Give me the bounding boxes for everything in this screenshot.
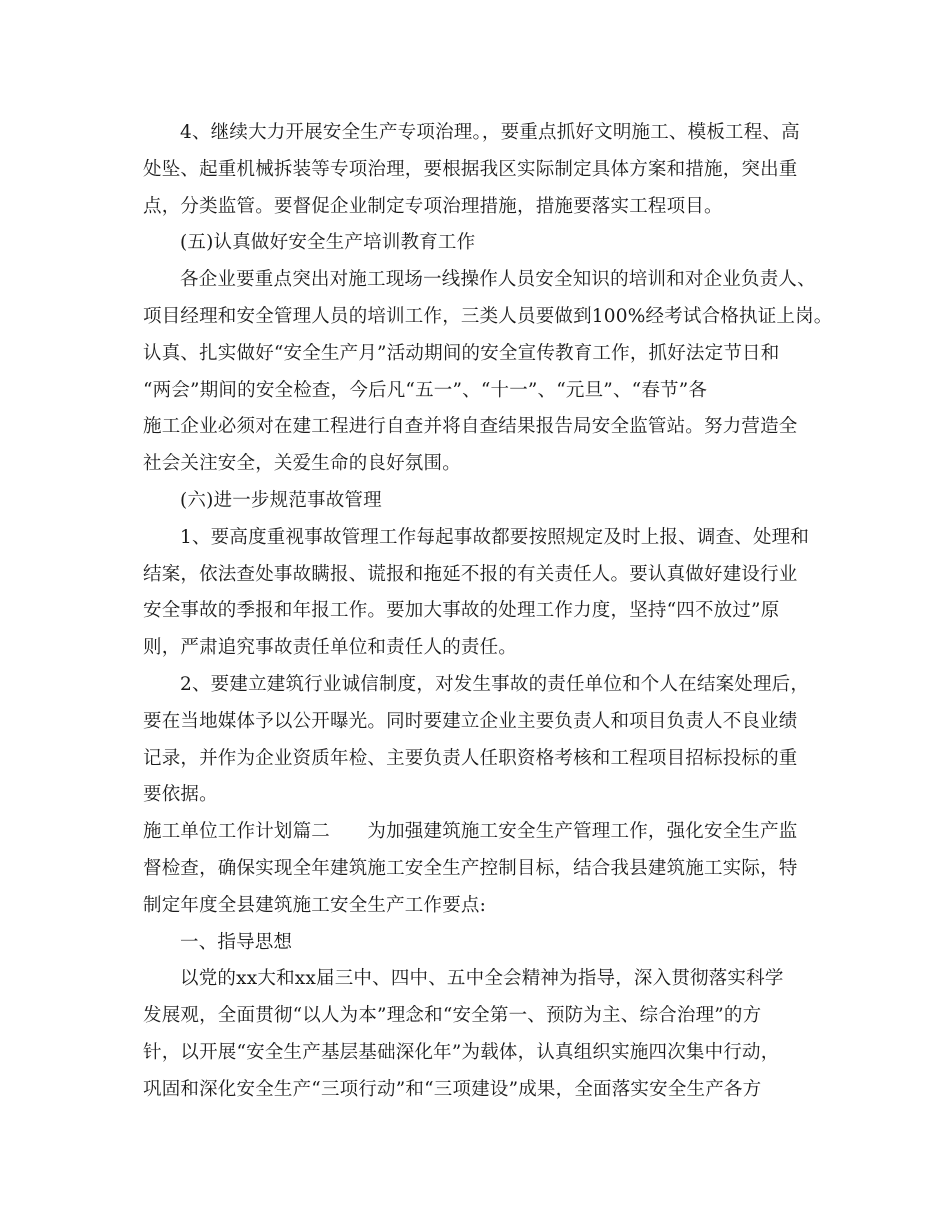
text-line: 各企业要重点突出对施工现场一线操作人员安全知识的培训和对企业负责人、 (180, 269, 816, 291)
text-line: 2、要建立建筑行业诚信制度，对发生事故的责任单位和个人在结案处理后， (180, 673, 810, 695)
text-line: 以党的xx大和xx届三中、四中、五中全会精神为指导，深入贯彻落实科学 (180, 968, 784, 990)
text-line: 巩固和深化安全生产“三项行动”和“三项建设”成果，全面落实安全生产各方 (143, 1078, 762, 1100)
text-line: 发展观，全面贯彻“以人为本”理念和“安全第一、预防为主、综合治理”的方 (143, 1005, 762, 1027)
text-line: 社会关注安全，关爱生命的良好氛围。 (143, 453, 461, 475)
text-line: (五)认真做好安全生产培训教育工作 (180, 232, 476, 254)
document-body (143, 115, 833, 1109)
text-line: 安全事故的季报和年报工作。要加大事故的处理工作力度，坚持“四不放过”原 (143, 600, 780, 622)
text-line: 则，严肃追究事故责任单位和责任人的责任。 (143, 637, 518, 659)
text-line: 施工单位工作计划篇二 为加强建筑施工安全生产管理工作，强化安全生产监 (143, 821, 798, 843)
text-line: 督检查，确保实现全年建筑施工安全生产控制目标，结合我县建筑施工实际，特 (143, 857, 798, 879)
text-line: 记录，并作为企业资质年检、主要负责人任职资格考核和工程项目招标投标的重 (143, 747, 798, 769)
text-line: 结案，依法查处事故瞒报、谎报和拖延不报的有关责任人。要认真做好建设行业 (143, 563, 798, 585)
text-line: 施工企业必须对在建工程进行自查并将自查结果报告局安全监管站。努力营造全 (143, 416, 798, 438)
text-line: “两会”期间的安全检查，今后凡“五一”、“十一”、“元旦”、“春节”各 (143, 379, 708, 401)
text-line: 制定年度全县建筑施工安全生产工作要点: (143, 894, 487, 916)
text-line: 点，分类监管。要督促企业制定专项治理措施，措施要落实工程项目。 (143, 195, 723, 217)
text-line: 项目经理和安全管理人员的培训工作，三类人员要做到100%经考试合格执证上岗。 (143, 305, 833, 327)
text-line: 处坠、起重机械拆装等专项治理，要根据我区实际制定具体方案和措施，突出重 (143, 158, 798, 180)
text-line: 认真、扎实做好“安全生产月”活动期间的安全宣传教育工作，抓好法定节日和 (143, 342, 780, 364)
text-line: (六)进一步规范事故管理 (180, 489, 382, 511)
text-line: 一、指导思想 (180, 931, 293, 953)
text-line: 要在当地媒体予以公开曝光。同时要建立企业主要负责人和项目负责人不良业绩 (143, 710, 798, 732)
text-line: 针，以开展“安全生产基层基础深化年”为载体，认真组织实施四次集中行动， (143, 1041, 780, 1063)
text-line: 1、要高度重视事故管理工作每起事故都要按照规定及时上报、调查、处理和 (180, 526, 810, 548)
text-line: 要依据。 (143, 784, 218, 806)
text-line: 4、继续大力开展安全生产专项治理。，要重点抓好文明施工、模板工程、高 (180, 122, 800, 143)
